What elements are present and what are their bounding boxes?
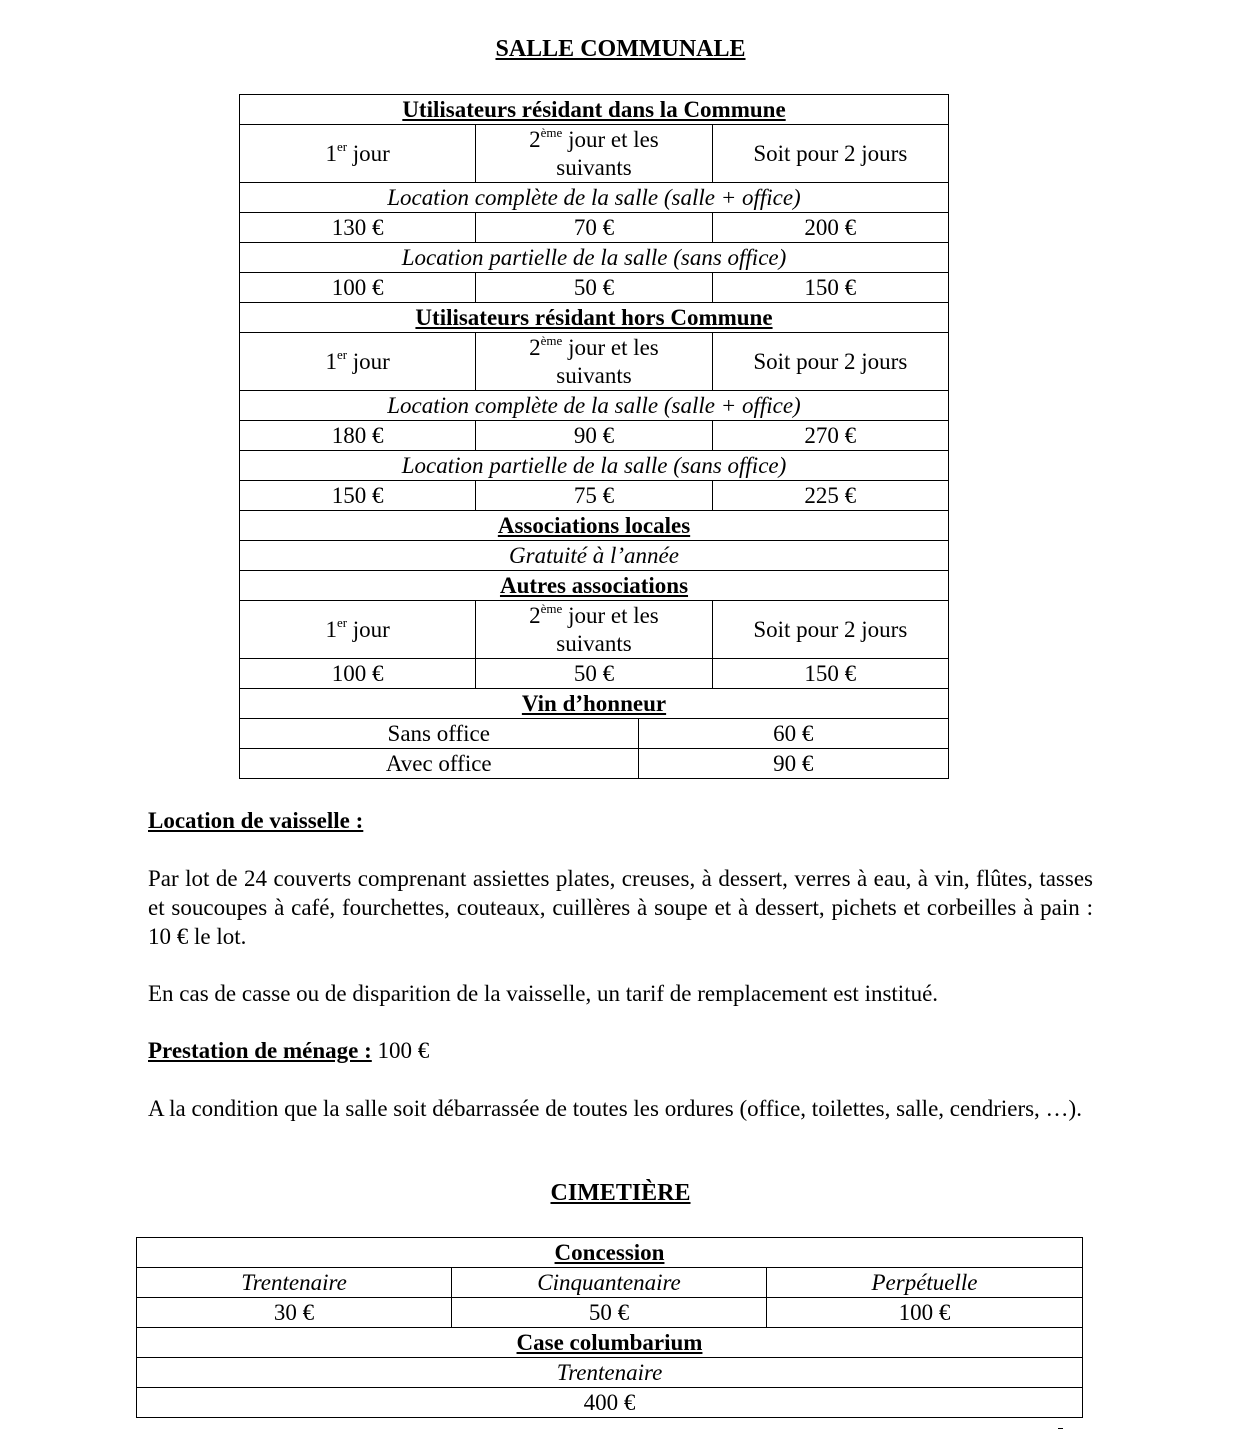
non-residents-heading: Utilisateurs résidant hors Commune	[240, 303, 949, 333]
non-residents-complete-prices	[240, 421, 949, 451]
concession-durations	[137, 1268, 1083, 1298]
residents-column-header-row	[240, 125, 949, 183]
vaisselle-heading: Location de vaisselle :	[148, 808, 364, 833]
menage-heading: Prestation de ménage :	[148, 1038, 372, 1063]
col-second-day: 2ème jour et les suivants	[476, 601, 712, 659]
col-second-day: 2ème jour et les suivants	[476, 125, 712, 183]
price-cell: 150 €	[240, 481, 476, 511]
col-first-day: 1er jour	[240, 125, 476, 183]
residents-heading: Utilisateurs résidant dans la Commune	[240, 95, 949, 125]
columbarium-duration: Trentenaire	[137, 1358, 1083, 1388]
salle-tarifs-table	[239, 94, 949, 779]
vin-label: Avec office	[240, 749, 639, 779]
vin-price: 60 €	[638, 719, 948, 749]
price-cell: 180 €	[240, 421, 476, 451]
cimetiere-tarifs-table	[136, 1237, 1083, 1418]
duration-cell: Perpétuelle	[767, 1268, 1083, 1298]
concession-prices	[137, 1298, 1083, 1328]
page-title: SALLE COMMUNALE	[495, 36, 746, 62]
price-cell: 130 €	[240, 213, 476, 243]
non-residents-complete-label: Location complète de la salle (salle + office)	[240, 391, 949, 421]
vin-label: Sans office	[240, 719, 639, 749]
price-cell: 100 €	[240, 273, 476, 303]
vin-row	[240, 719, 949, 749]
menage-condition: A la condition que la salle soit débarrassée de toutes les ordures (office, toilettes, salle, cendriers, …).	[148, 1096, 1082, 1121]
price-cell: 150 €	[712, 659, 948, 689]
residents-partial-prices	[240, 273, 949, 303]
cimetiere-title: CIMETIÈRE	[550, 1180, 691, 1206]
vin-honneur-heading: Vin d’honneur	[240, 689, 949, 719]
price-cell: 50 €	[476, 659, 712, 689]
concession-heading: Concession	[137, 1238, 1083, 1268]
residents-complete-prices	[240, 213, 949, 243]
col-first-day: 1er jour	[240, 601, 476, 659]
vaisselle-text: Par lot de 24 couverts comprenant assiettes plates, creuses, à dessert, verres à eau, à vin, flûtes, tasses et soucoupes à café, fourchettes, couteaux, cuillères à soupe et à dessert, pichets et corbeilles à pain : 10 € le lot.	[148, 866, 1093, 949]
stray-mark	[1058, 1428, 1063, 1429]
local-assoc-note: Gratuité à l’année	[240, 541, 949, 571]
non-residents-partial-prices	[240, 481, 949, 511]
price-cell: 30 €	[137, 1298, 452, 1328]
other-assoc-heading: Autres associations	[240, 571, 949, 601]
other-assoc-column-header-row	[240, 601, 949, 659]
col-second-day: 2ème jour et les suivants	[476, 333, 712, 391]
col-two-days: Soit pour 2 jours	[712, 125, 948, 183]
price-cell: 75 €	[476, 481, 712, 511]
duration-cell: Trentenaire	[137, 1268, 452, 1298]
menage-line	[148, 1036, 1093, 1065]
price-cell: 50 €	[452, 1298, 767, 1328]
price-cell: 200 €	[712, 213, 948, 243]
non-residents-column-header-row	[240, 333, 949, 391]
col-first-day: 1er jour	[240, 333, 476, 391]
price-cell: 70 €	[476, 213, 712, 243]
local-assoc-heading: Associations locales	[240, 511, 949, 541]
residents-partial-label: Location partielle de la salle (sans office)	[240, 243, 949, 273]
col-two-days: Soit pour 2 jours	[712, 333, 948, 391]
price-cell: 225 €	[712, 481, 948, 511]
other-assoc-prices	[240, 659, 949, 689]
col-two-days: Soit pour 2 jours	[712, 601, 948, 659]
price-cell: 270 €	[712, 421, 948, 451]
vin-price: 90 €	[638, 749, 948, 779]
price-cell: 50 €	[476, 273, 712, 303]
price-cell: 100 €	[240, 659, 476, 689]
price-cell: 90 €	[476, 421, 712, 451]
duration-cell: Cinquantenaire	[452, 1268, 767, 1298]
vin-row	[240, 749, 949, 779]
columbarium-price: 400 €	[137, 1388, 1083, 1418]
columbarium-heading: Case columbarium	[137, 1328, 1083, 1358]
price-cell: 150 €	[712, 273, 948, 303]
vaisselle-casse: En cas de casse ou de disparition de la vaisselle, un tarif de remplacement est institué.	[148, 981, 939, 1006]
non-residents-partial-label: Location partielle de la salle (sans office)	[240, 451, 949, 481]
menage-price: 100 €	[371, 1038, 430, 1063]
residents-complete-label: Location complète de la salle (salle + office)	[240, 183, 949, 213]
price-cell: 100 €	[767, 1298, 1083, 1328]
